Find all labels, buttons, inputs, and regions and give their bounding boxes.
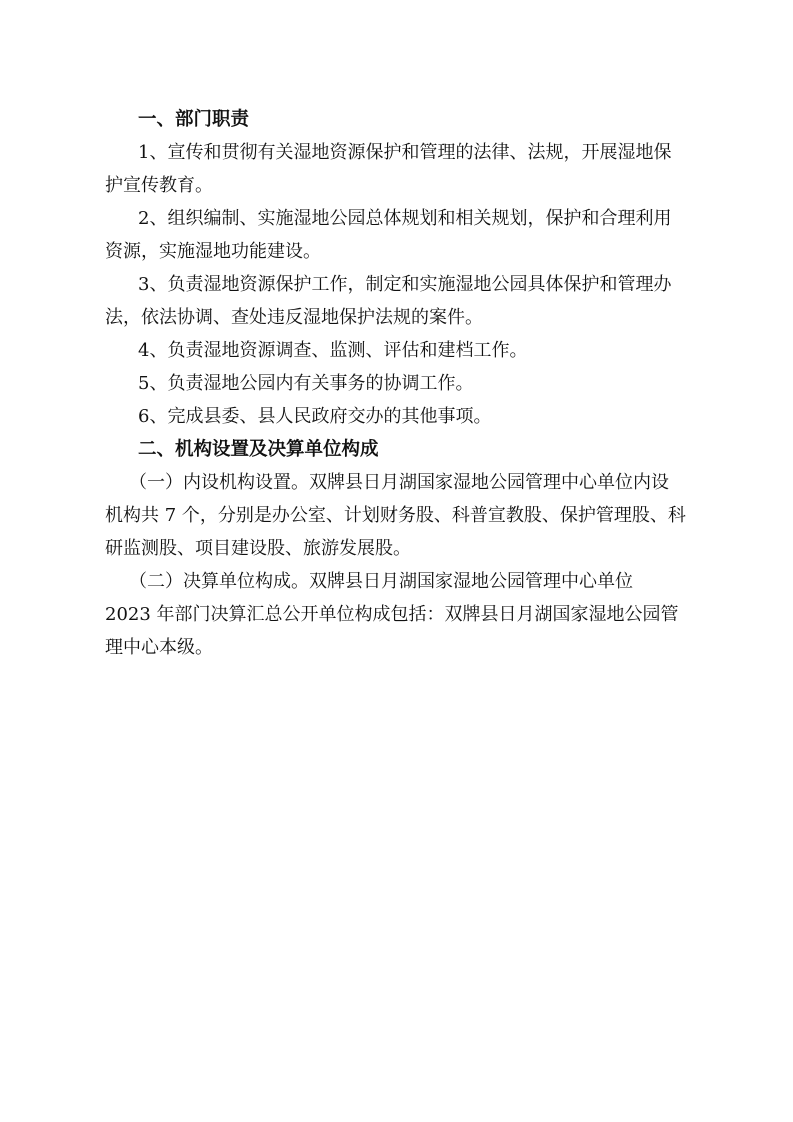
duty-item-1 [105,136,705,202]
duty-item-6-line-1: 6、完成县委、县人民政府交办的其他事项。 [138,406,492,427]
duty-item-4 [105,334,705,367]
organization-item-1-line-3: 研监测股、项目建设股、旅游发展股。 [105,538,411,559]
duty-item-4-line-1: 4、负责湿地资源调查、监测、评估和建档工作。 [138,340,528,361]
duty-item-5 [105,367,705,400]
organization-item-2 [105,565,705,664]
duty-item-5-line-1: 5、负责湿地公园内有关事务的协调工作。 [138,373,474,394]
duty-item-3-line-1: 3、负责湿地资源保护工作，制定和实施湿地公园具体保护和管理办 [138,274,672,295]
organization-item-2-line-1: （二）决算单位构成。双牌县日月湖国家湿地公园管理中心单位 [129,571,633,592]
organization-item-1-line-1: （一）内设机构设置。双牌县日月湖国家湿地公园管理中心单位内设 [129,472,669,493]
organization-item-1-line-2: 机构共 7 个，分别是办公室、计划财务股、科普宣教股、保护管理股、科 [105,505,686,526]
duty-item-2-line-1: 2、组织编制、实施湿地公园总体规划和相关规划，保护和合理利用 [138,208,672,229]
duty-item-2-line-2: 资源，实施湿地功能建设。 [105,241,321,262]
section-heading-department-duties: 一、部门职责 [138,109,250,130]
organization-item-2-line-3: 理中心本级。 [105,637,213,658]
duty-item-2 [105,202,705,268]
duty-item-3 [105,268,705,334]
section-heading-organization: 二、机构设置及决算单位构成 [138,439,379,460]
duty-item-1-line-1: 1、宣传和贯彻有关湿地资源保护和管理的法律、法规，开展湿地保 [138,142,672,163]
organization-item-2-line-2: 2023 年部门决算汇总公开单位构成包括：双牌县日月湖国家湿地公园管 [105,604,679,625]
duty-item-3-line-2: 法，依法协调、查处违反湿地保护法规的案件。 [105,307,483,328]
document-body [105,103,705,664]
duty-item-1-line-2: 护宣传教育。 [105,175,213,196]
duty-item-6 [105,400,705,433]
organization-item-1 [105,466,705,565]
